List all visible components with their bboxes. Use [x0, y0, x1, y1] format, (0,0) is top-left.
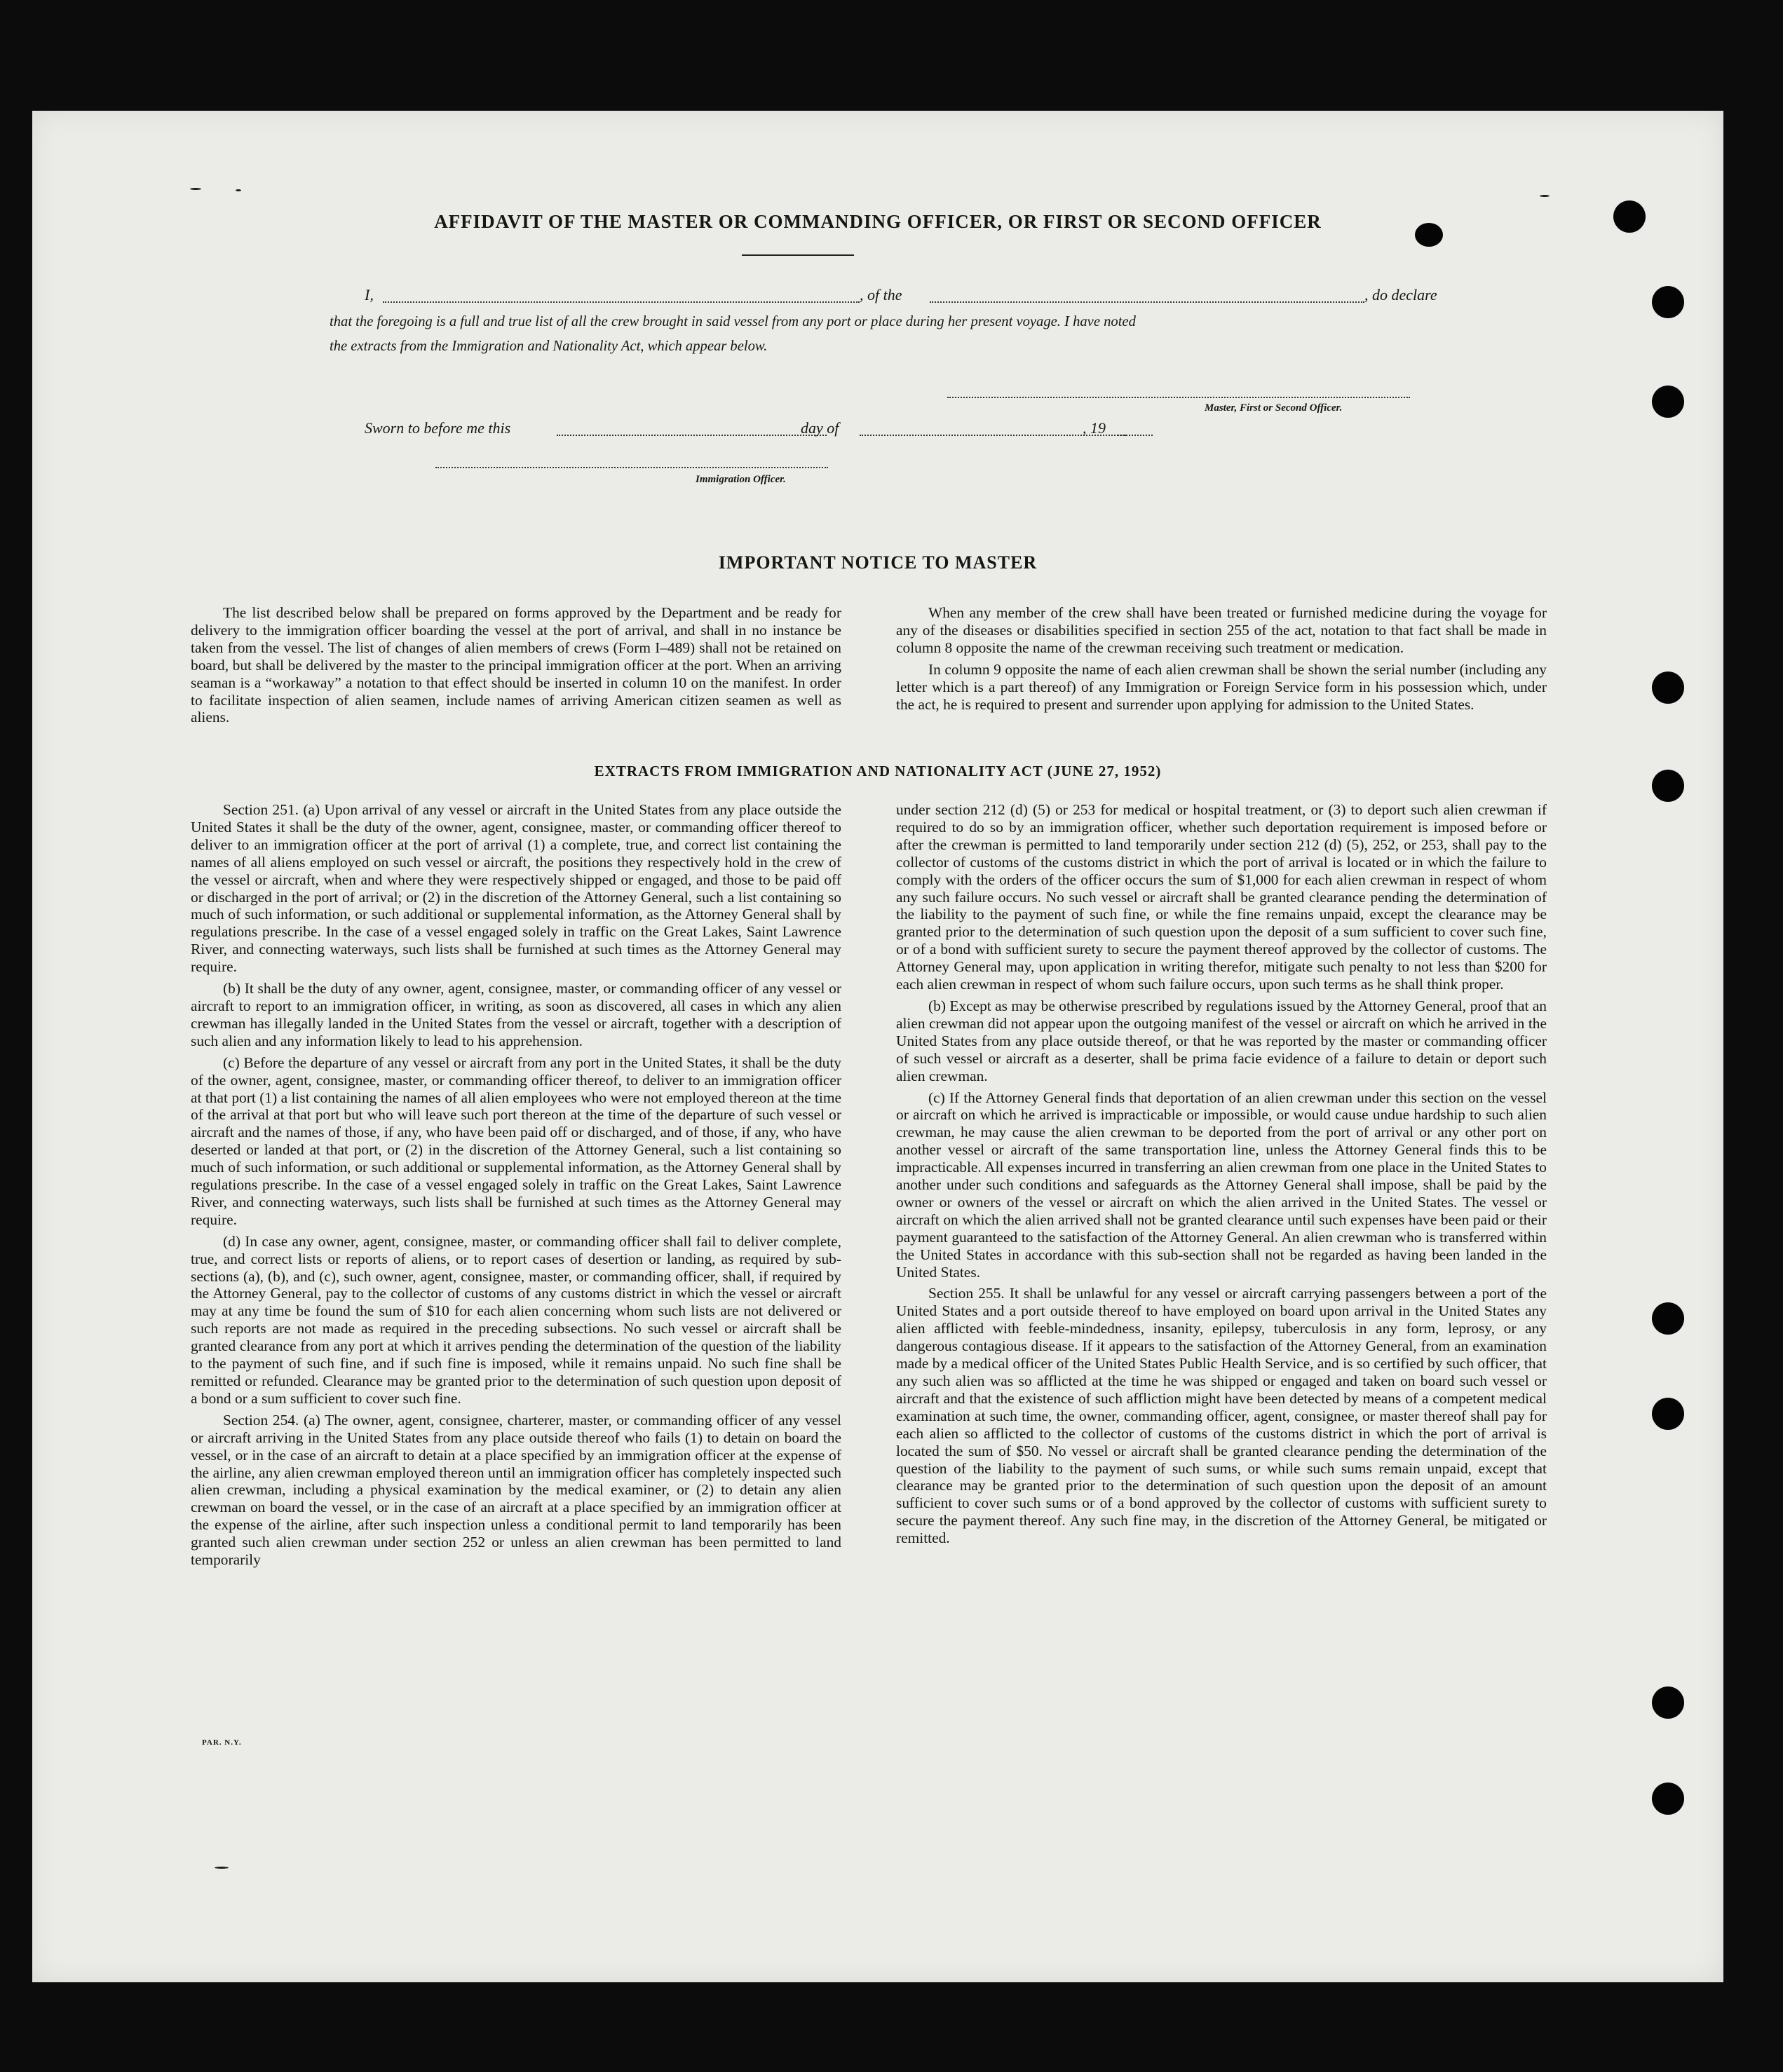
scan-speck: [236, 189, 241, 191]
binder-hole: [1652, 672, 1684, 704]
affidavit-line3: the extracts from the Immigration and Nationality Act, which appear below.: [330, 339, 768, 354]
extract-paragraph: (b) Except as may be otherwise prescribed by regulations issued by the Attorney General, proof that an alien crewman did not appear upon the outgoing manifest of the vessel or aircraft on which he arrived in the United States from any place outside thereof, or that he was reported by the master or commanding officer of such vessel or aircraft as a deserter, shall be prima facie evidence of a failure to detain or deport such alien crewman.: [896, 997, 1547, 1084]
scan-speck: [190, 188, 201, 190]
extract-paragraph: Section 255. It shall be unlawful for any vessel or aircraft carrying passengers between a port of the United States and a port outside thereof to have employed on board upon arrival in the United States any alien afflicted with feeble-mindedness, insanity, epilepsy, tuberculosis in any form, leprosy, or any dangerous contagious disease. If it appears to the satisfaction of the Attorney General, from an examination made by a medical officer of the United States Public Health Service, and is so certified by such officer, that any such alien was so afflicted at the time he was shipped or engaged and taken on board such vessel or aircraft and that the existence of such affliction might have been detected by means of a competent medical examination at such time, the owner, commanding officer, agent, consignee, or master thereof shall pay for each alien so afflicted to the collector of customs of the customs district in which the port of arrival is located the sum of $50. No vessel or aircraft shall be granted clearance pending the determination of the question of the liability to the payment of such sums, or while such sums remain unpaid, except that clearance may be granted prior to the determination of such question upon the deposit of an amount sufficient to cover such sums or of a bond approved by the collector of customs with sufficient surety to secure the payment thereof. Any such fine may, in the discretion of the Attorney General, be mitigated or remitted.: [896, 1285, 1547, 1547]
notice-left-paragraph: The list described below shall be prepared on forms approved by the Department and be ready for delivery to the immigration officer boarding the vessel at the port of arrival, and shall in no instance be taken from the vessel. The list of changes of alien members of crews (Form I–489) shall not be retained on board, but shall be delivered by the master to the principal immigration officer at the port. When an arriving seaman is a “workaway” a notation to that effect should be inserted in column 10 on the manifest. In order to facilitate inspection of alien seamen, include names of arriving American citizen seamen as well as aliens.: [191, 604, 841, 726]
affidavit-i: I,: [365, 286, 374, 304]
extracts-title: EXTRACTS FROM IMMIGRATION AND NATIONALITY ACT (JUNE 27, 1952): [594, 763, 1162, 779]
printer-mark: PAR. N.Y.: [202, 1738, 242, 1747]
notice-right-paragraph-2: In column 9 opposite the name of each alien crewman shall be shown the serial number (including any letter which is a part thereof) of any Immigration or Foreign Service form in his possession which, under the act, he is required to present and surrender upon applying for admission to the United States.: [896, 660, 1547, 713]
master-signature-line[interactable]: [947, 397, 1410, 398]
officer-signature-line[interactable]: [435, 467, 828, 468]
binder-hole: [1652, 1686, 1684, 1719]
title-underline: [742, 254, 854, 256]
extract-paragraph: (b) It shall be the duty of any owner, agent, consignee, master, or commanding officer of any vessel or aircraft to report to an immigration officer, in writing, as soon as discovered, all cases in which any alien crewman has illegally landed in the United States from the vessel or aircraft, together with a description of such alien and any information likely to lead to his apprehension.: [191, 980, 841, 1049]
extract-paragraph: Section 254. (a) The owner, agent, consignee, charterer, master, or commanding officer of any vessel or aircraft arriving in the United States from any place outside thereof who fails (1) to detain on board the vessel, or in the case of an aircraft to detain at a place specified by an immigration officer at the expense of the airline, any alien crewman employed thereon until an immigration officer has completely inspected such alien crewman, including a physical examination by the medical examiner, or (2) to detain any alien crewman on board the vessel, or in the case of an aircraft at a place specified by an immigration officer at the expense of the airline, after such inspection unless a conditional permit to land temporarily has been granted such alien crewman under section 252 or unless an alien crewman has been permitted to land temporarily: [191, 1411, 841, 1569]
binder-hole: [1613, 200, 1646, 233]
notice-right: [896, 604, 1547, 717]
affidavit-of-the: , of the: [860, 286, 902, 304]
affidavit-line2: that the foregoing is a full and true list of all the crew brought in said vessel from any port or place during her present voyage. I have noted: [330, 314, 1136, 329]
name-blank[interactable]: [383, 301, 860, 303]
affidavit-title: AFFIDAVIT OF THE MASTER OR COMMANDING OFFICER, OR FIRST OR SECOND OFFICER: [434, 211, 1322, 232]
binder-hole: [1652, 770, 1684, 802]
day-of-label: day of: [801, 419, 839, 437]
sworn-day-blank[interactable]: [557, 435, 827, 436]
extracts-right-column: [896, 801, 1547, 1551]
notice-title: IMPORTANT NOTICE TO MASTER: [718, 552, 1038, 573]
extract-paragraph: Section 251. (a) Upon arrival of any vessel or aircraft in the United States from any place outside the United States it shall be the duty of the owner, agent, consignee, master, or commanding officer thereof to deliver to an immigration officer at the port of arrival (1) a complete, true, and correct list containing the names of all aliens employed on such vessel or aircraft, the positions they respectively hold in the crew of the vessel or aircraft, when and where they were respectively shipped or engaged, and those to be paid off or discharged in the port of arrival; or (2) in the discretion of the Attorney General, such a list containing so much of such information, or such additional or supplemental information, as the Attorney General shall by regulations prescribe. In the case of a vessel engaged solely in traffic on the Great Lakes, Saint Lawrence River, and connecting waterways, such lists shall be furnished at such times as the Attorney General may require.: [191, 801, 841, 976]
extract-paragraph: (c) Before the departure of any vessel or aircraft from any port in the United States, it shall be the duty of the owner, agent, consignee, master, or commanding officer thereof, to deliver to an immigration officer at that port (1) a list containing the names of all alien employees who were not employed thereon at the time of the arrival at that port but who will leave such port thereon at the time of the departure of such vessel or aircraft and the names of those, if any, who have been paid off or discharged, and of those, if any, who have deserted or landed at that port, or (2) in the discretion of the Attorney General, such a list containing so much of such information, or such additional or supplemental information, as the Attorney General shall by regulations prescribe. In the case of a vessel engaged solely in traffic on the Great Lakes, Saint Lawrence River, and connecting waterways, such lists shall be furnished at such times as the Attorney General may require.: [191, 1054, 841, 1228]
scan-speck: [1540, 195, 1550, 197]
affidavit-declare: , do declare: [1364, 286, 1437, 304]
notice-left: [191, 604, 841, 730]
extract-paragraph: under section 212 (d) (5) or 253 for medical or hospital treatment, or (3) to deport such alien crewman if required to do so by an immigration officer, whether such deportation requirement is imposed before or after the crewman is permitted to land temporarily under section 212 (d) (5), 252, or 253, shall pay to the collector of customs of the customs district in which the port of arrival is located or in which the failure to comply with the orders of the officer occurs the sum of $1,000 for each alien crewman in respect of whom any such failure occurs. No such vessel or aircraft shall be granted clearance pending the determination of the liability to the payment of such fine, or while the fine remains unpaid, except the clearance may be granted prior to the determination of such question upon the deposit of a sum sufficient to cover such fine, or of a bond with sufficient surety to secure the payment thereof approved by the collector of customs. The Attorney General may, upon application in writing therefor, mitigate such penalty to not less than $200 for each alien crewman in respect of whom such failure occurs, upon such terms as he shall think proper.: [896, 801, 1547, 993]
sworn-label: Sworn to before me this: [365, 419, 511, 437]
master-signature-label: Master, First or Second Officer.: [1205, 402, 1343, 414]
document-page: [32, 111, 1723, 1982]
binder-hole: [1652, 386, 1684, 418]
extracts-left-column: [191, 801, 841, 1573]
year-blank[interactable]: [1118, 435, 1153, 436]
officer-signature-label: Immigration Officer.: [696, 474, 786, 485]
binder-hole: [1415, 223, 1443, 247]
year-label: , 19: [1083, 419, 1106, 437]
notice-right-paragraph-1: When any member of the crew shall have been treated or furnished medicine during the voyage for any of the diseases or disabilities specified in section 255 of the act, notation to that fact shall be made in column 8 opposite the name of the crewman receiving such treatment or medication.: [896, 604, 1547, 656]
binder-hole: [1652, 1302, 1684, 1335]
extract-paragraph: (d) In case any owner, agent, consignee, master, or commanding officer shall fail to deliver complete, true, and correct lists or reports of aliens, or to report cases of desertion or landing, as required by sub-sections (a), (b), and (c), such owner, agent, consignee, master, or commanding officer, shall, if required by the Attorney General, pay to the collector of customs of any customs district in which the vessel or aircraft may at any time be found the sum of $10 for each alien concerning whom such lists are not delivered or such reports are not made as required in the preceding subsections. No such vessel or aircraft shall be granted clearance from any port at which it arrives pending the determination of the question of the liability to the payment of such fine, and if such fine is imposed, while it remains unpaid. No such fine shall be remitted or refunded. Clearance may be granted prior to the determination of such question upon deposit of a bond or a sum sufficient to cover such fine.: [191, 1232, 841, 1407]
binder-hole: [1652, 1398, 1684, 1430]
binder-hole: [1652, 286, 1684, 318]
vessel-blank[interactable]: [930, 301, 1364, 303]
binder-hole: [1652, 1783, 1684, 1815]
extract-paragraph: (c) If the Attorney General finds that deportation of an alien crewman under this section on the vessel or aircraft on which he arrived is impracticable or impossible, or would cause undue hardship to such alien crewman, he may cause the alien crewman to be deported from the port of arrival or any other port on another vessel or aircraft of the same transportation line, unless the Attorney General finds this to be impracticable. All expenses incurred in transferring an alien crewman from one place in the United States to another under such conditions and safeguards as the Attorney General shall impose, shall be paid by the owner or owners of the vessel or aircraft on which the alien arrived in the United States. The vessel or aircraft on which the alien arrived shall not be granted clearance until such expenses have been paid or their payment guaranteed to the satisfaction of the Attorney General. An alien crewman who is transferred within the United States in accordance with this sub-section shall not be regarded as having been landed in the United States.: [896, 1089, 1547, 1281]
scan-speck: [215, 1867, 229, 1869]
